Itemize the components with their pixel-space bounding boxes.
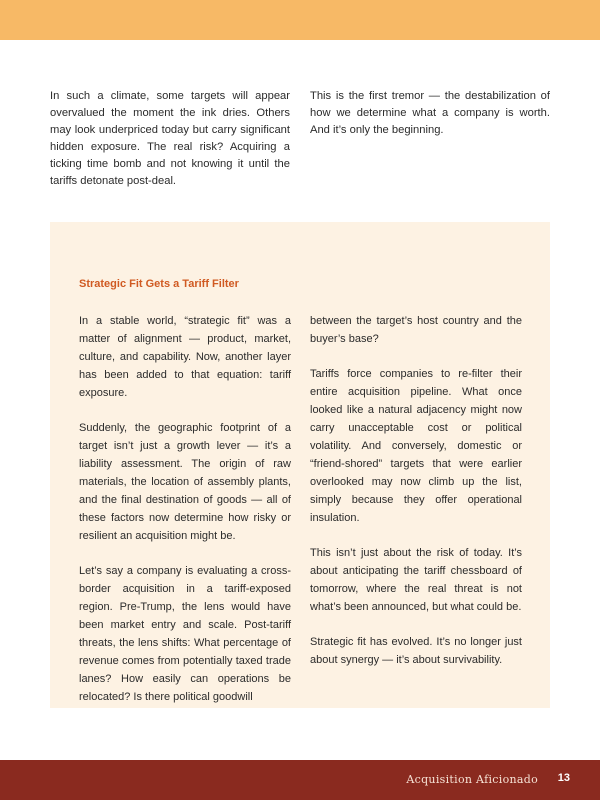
sidebar-title: Strategic Fit Gets a Tariff Filter [79,278,239,290]
sidebar-paragraph: This isn’t just about the risk of today. It’s about anticipating the tariff chessboard of tomorrow, where the real threat is not what’s been announced, but what could be. [310,547,522,613]
page-number: 13 [557,772,570,784]
sidebar-paragraph: Tariffs force companies to re-filter their entire acquisition pipeline. What once looked like a natural adjacency might now carry unacceptable cost or political volatility. And conversely, domestic or “friend-shored” targets that were earlier overlooked may now climb up the list, simply because they offer operational insulation. [310,368,522,524]
sidebar-paragraph: In a stable world, “strategic fit” was a matter of alignment — product, market, culture, and capability. Now, another layer has been added to that equation: tariff exposure. [79,315,291,399]
sidebar-paragraph: Suddenly, the geographic footprint of a target isn’t just a growth lever — it’s a liability assessment. The origin of raw materials, the location of assembly plants, and the final destination of goods — all of these factors now determine how risky or resilient an acquisition might be. [79,422,291,542]
sidebar-columns [79,312,522,723]
sidebar-paragraph: Strategic fit has evolved. It’s no longer just about synergy — it’s about survivability. [310,636,522,666]
sidebar-column-right [310,312,522,723]
intro-section [50,88,550,190]
header-band [0,0,600,40]
publication-name: Acquisition Aficionado [406,773,538,786]
sidebar-paragraph: Let’s say a company is evaluating a cross-border acquisition in a tariff-exposed region. Pre-Trump, the lens would have been market entry and scale. Post-tariff threats, the lens shifts: What percentage of revenue comes from potentially taxed trade lanes? How easily can operations be relocated? Is there political goodwill [79,565,291,703]
footer-band [0,760,600,800]
intro-paragraph-right: This is the first tremor — the destabilization of how we determine what a company is worth. And it’s only the beginning. [310,90,550,136]
intro-paragraph-left: In such a climate, some targets will appear overvalued the moment the ink dries. Others may look underpriced today but carry significant hidden exposure. The real risk? Acquiring a ticking time bomb and not knowing it until the tariffs detonate post-deal. [50,90,290,187]
sidebar-paragraph: between the target’s host country and the buyer’s base? [310,315,522,345]
sidebar-box [50,222,550,708]
sidebar-column-left [79,312,291,723]
